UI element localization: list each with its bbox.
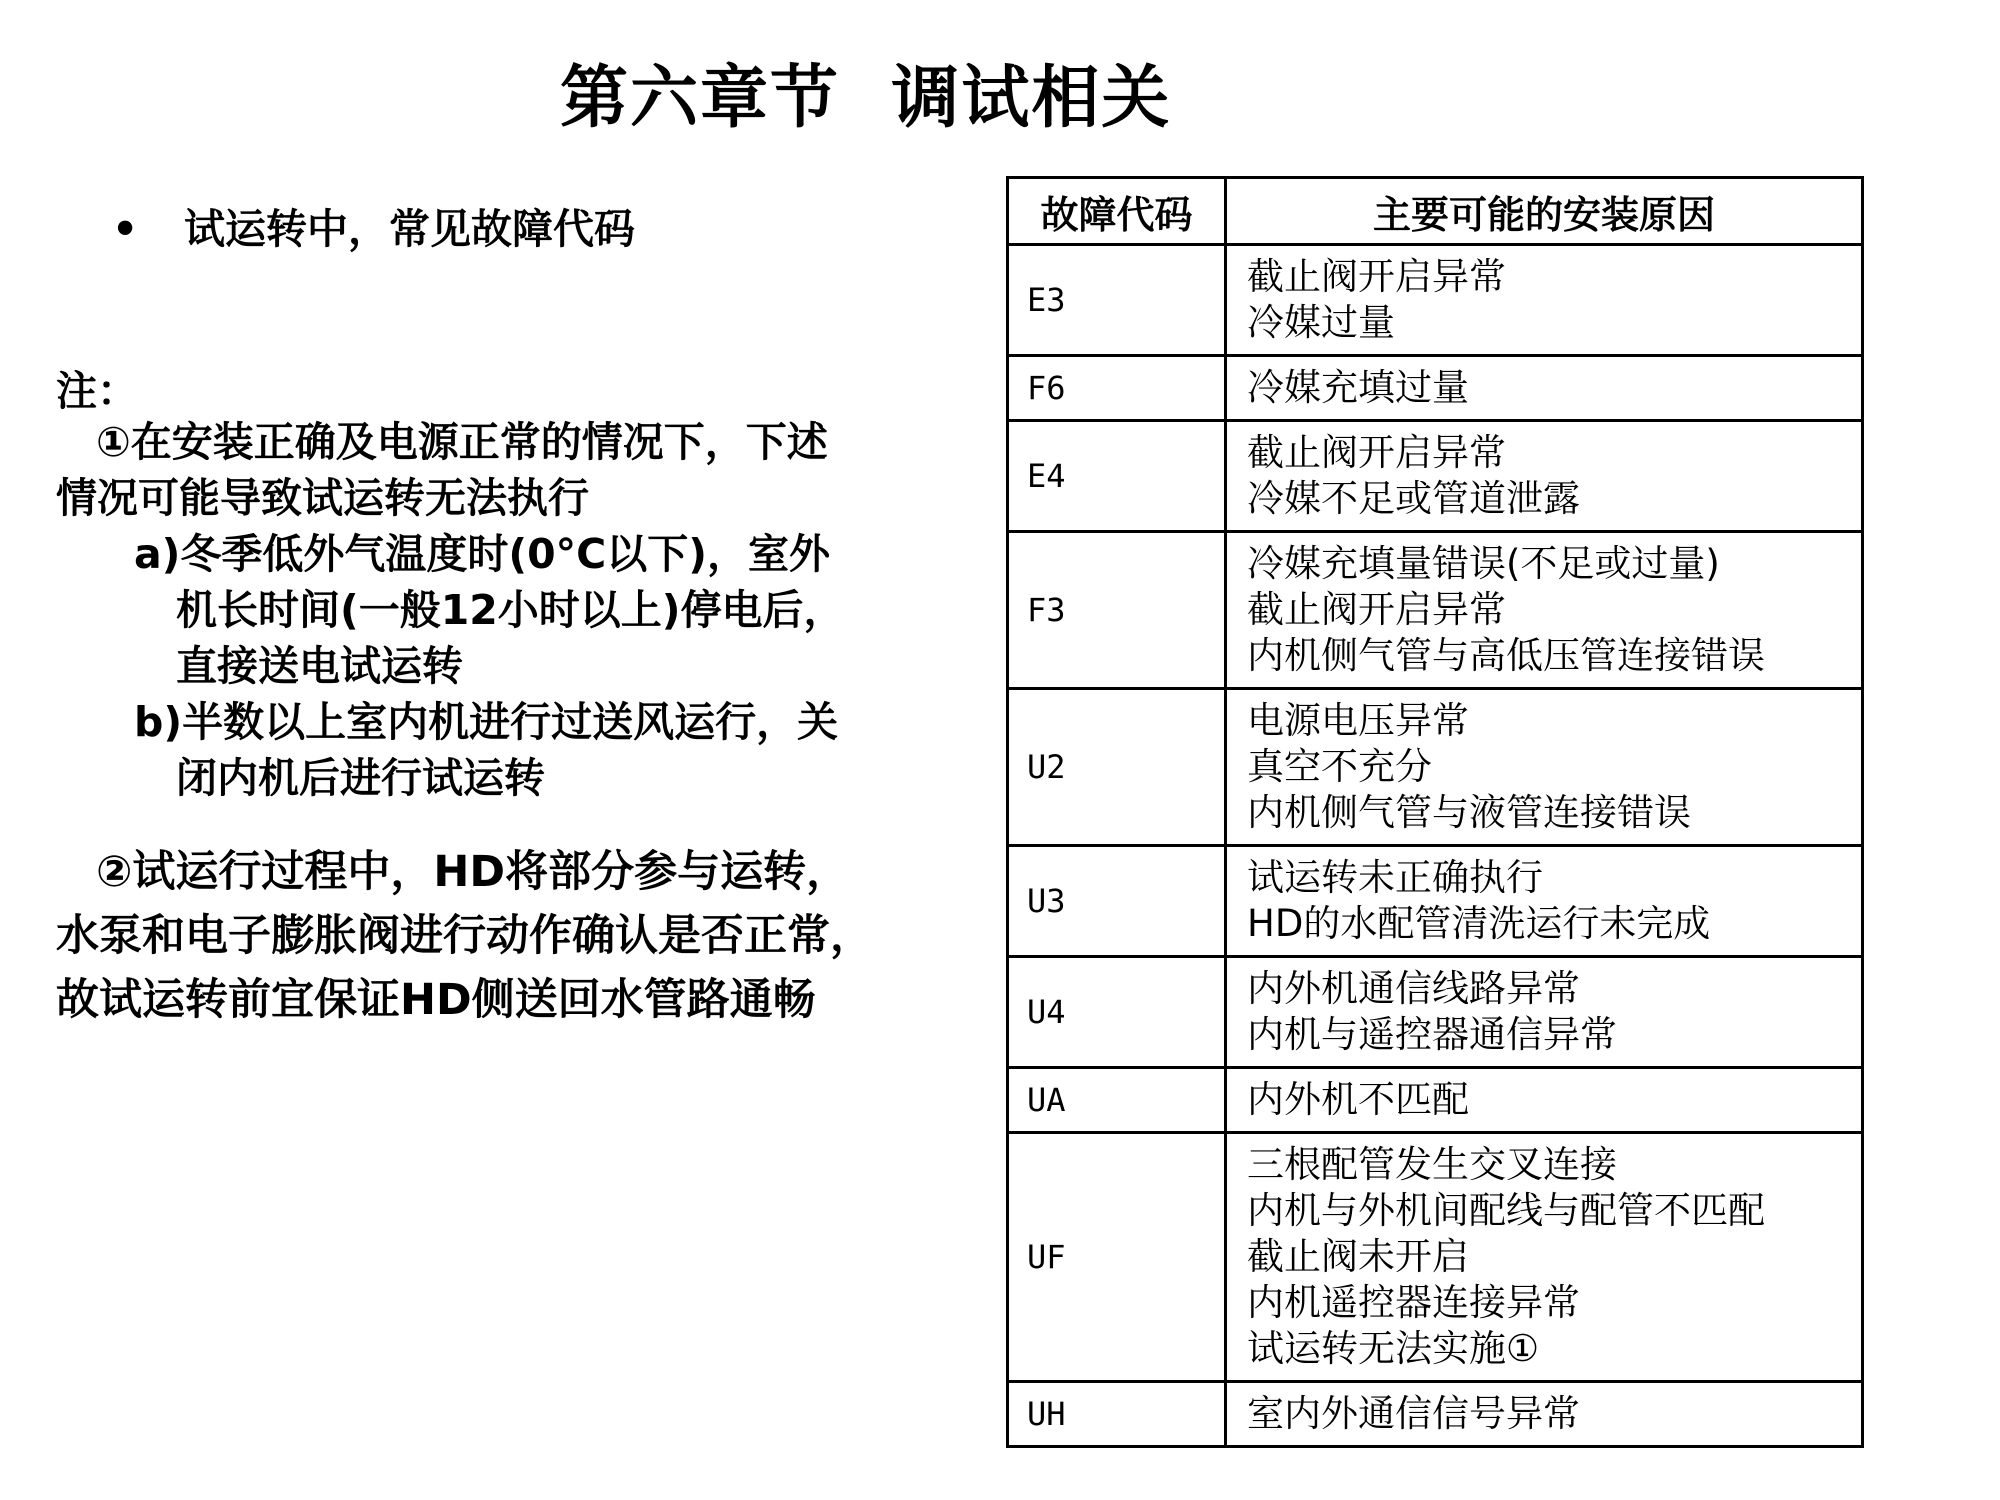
cause-cell [1226, 356, 1863, 421]
cause-cell [1226, 1133, 1863, 1382]
cause-cell [1226, 245, 1863, 356]
fault-code-cell: UA [1008, 1068, 1226, 1133]
cause-cell [1226, 957, 1863, 1068]
fault-code-cell: U4 [1008, 957, 1226, 1068]
bullet-text: 试运转中，常见故障代码 [184, 205, 635, 253]
table-row [1008, 1382, 1863, 1447]
fault-code-cell: UH [1008, 1382, 1226, 1447]
item-a-line-1: a)冬季低外气温度时(0°C以下)，室外 [134, 530, 830, 578]
cause-line: 试运转未正确执行 [1247, 856, 1543, 899]
table-row [1008, 957, 1863, 1068]
bullet-dot: • [112, 205, 139, 253]
cause-line: 内机侧气管与高低压管连接错误 [1247, 634, 1765, 677]
table-row [1008, 356, 1863, 421]
fault-code-cell: U2 [1008, 689, 1226, 846]
item-b-line-1: b)半数以上室内机进行过送风运行，关 [134, 698, 839, 746]
bullet-heading [112, 196, 635, 255]
cause-cell [1226, 1382, 1863, 1447]
note2-line-2: 水泵和电子膨胀阀进行动作确认是否正常， [56, 911, 873, 961]
cause-line: 真空不充分 [1247, 745, 1432, 788]
cause-line: 内外机通信线路异常 [1247, 967, 1580, 1010]
cause-line: 电源电压异常 [1247, 699, 1469, 742]
cause-line: 内机遥控器连接异常 [1247, 1281, 1580, 1324]
table-row [1008, 846, 1863, 957]
cause-line: 冷媒充填过量 [1247, 366, 1469, 409]
cause-cell [1226, 532, 1863, 689]
fault-code-cell: UF [1008, 1133, 1226, 1382]
table-row [1008, 1133, 1863, 1382]
cause-line: 三根配管发生交叉连接 [1247, 1143, 1617, 1186]
cause-cell [1226, 1068, 1863, 1133]
cause-line: 内机与外机间配线与配管不匹配 [1247, 1189, 1765, 1232]
cause-line: HD的水配管清洗运行未完成 [1247, 902, 1711, 945]
cause-line: 截止阀未开启 [1247, 1235, 1469, 1278]
table-row [1008, 245, 1863, 356]
fault-code-cell: U3 [1008, 846, 1226, 957]
fault-code-cell: E3 [1008, 245, 1226, 356]
cause-line: 冷媒充填量错误(不足或过量) [1247, 542, 1720, 585]
cause-line: 冷媒过量 [1247, 301, 1395, 344]
fault-code-cell: E4 [1008, 421, 1226, 532]
item-a-line-2: 机长时间(一般12小时以上)停电后， [176, 586, 845, 634]
item-a-line-3: 直接送电试运转 [176, 642, 463, 690]
table-row [1008, 532, 1863, 689]
cause-line: 截止阀开启异常 [1247, 588, 1506, 631]
note1-line-1: ①在安装正确及电源正常的情况下，下述 [96, 418, 828, 466]
table-row [1008, 1068, 1863, 1133]
fault-code-cell: F6 [1008, 356, 1226, 421]
item-b-line-2: 闭内机后进行试运转 [176, 754, 545, 802]
cause-cell [1226, 846, 1863, 957]
cause-line: 截止阀开启异常 [1247, 431, 1506, 474]
note-label: 注： [56, 367, 138, 415]
cause-line: 内外机不匹配 [1247, 1078, 1469, 1121]
page-title: 第六章节 调试相关 [560, 58, 1172, 138]
cause-line: 冷媒不足或管道泄露 [1247, 477, 1580, 520]
fault-code-table [1006, 176, 1864, 1448]
cause-line: 内机侧气管与液管连接错误 [1247, 791, 1691, 834]
table-row [1008, 689, 1863, 846]
fault-code-cell: F3 [1008, 532, 1226, 689]
cause-line: 试运转无法实施① [1247, 1327, 1540, 1370]
table-header-row [1008, 178, 1863, 245]
note1-line-2: 情况可能导致试运转无法执行 [56, 474, 589, 522]
cause-cell [1226, 689, 1863, 846]
cause-line: 室内外通信信号异常 [1247, 1392, 1580, 1435]
table-body [1008, 245, 1863, 1447]
note2-line-1: ②试运行过程中，HD将部分参与运转， [96, 847, 850, 897]
header-fault-code: 故障代码 [1008, 178, 1226, 245]
table-row [1008, 421, 1863, 532]
header-cause: 主要可能的安装原因 [1226, 178, 1863, 245]
cause-line: 内机与遥控器通信异常 [1247, 1013, 1617, 1056]
note2-line-3: 故试运转前宜保证HD侧送回水管路通畅 [56, 975, 816, 1025]
cause-line: 截止阀开启异常 [1247, 255, 1506, 298]
cause-cell [1226, 421, 1863, 532]
